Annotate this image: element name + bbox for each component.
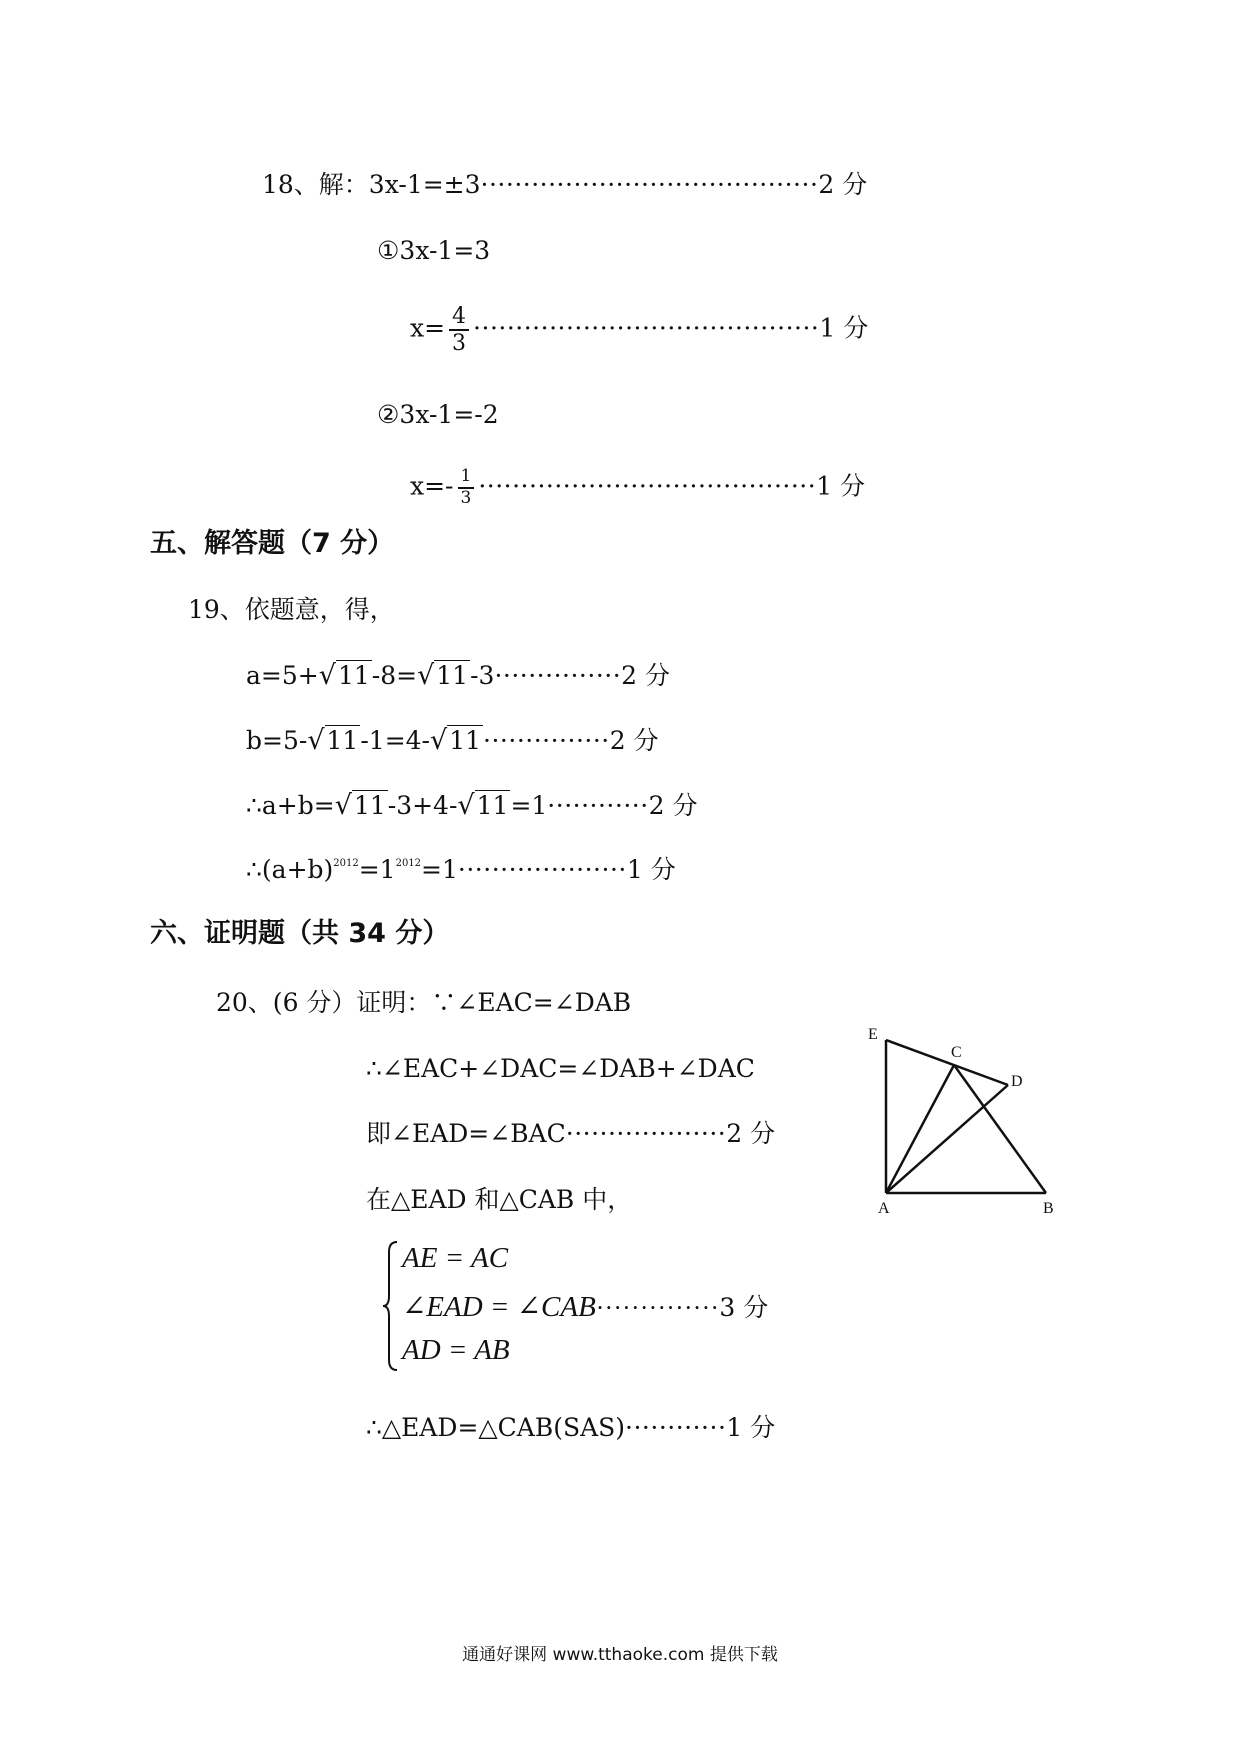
fraction bbox=[449, 305, 469, 355]
leader-dots: ···················· bbox=[457, 855, 627, 884]
score: 1 分 bbox=[816, 471, 866, 501]
sqrt: √11 bbox=[417, 660, 469, 691]
segment-cb bbox=[954, 1065, 1046, 1193]
q20-line-4: 在△EAD 和△CAB 中， bbox=[366, 1185, 633, 1214]
condition-angles: ∠EAD = ∠CAB bbox=[402, 1291, 596, 1323]
condition-angle-row bbox=[402, 1288, 768, 1324]
segment-ad bbox=[886, 1085, 1008, 1193]
numerator: 4 bbox=[449, 305, 469, 331]
section-5-heading: 五、解答题（7 分） bbox=[150, 528, 395, 559]
denominator: 3 bbox=[452, 331, 467, 357]
text: =1 bbox=[358, 855, 396, 884]
condition-ad-ab: AD = AB bbox=[402, 1334, 510, 1366]
score: 3 分 bbox=[719, 1293, 769, 1322]
equation-system bbox=[382, 1238, 822, 1374]
leader-dots: ········································ bbox=[480, 170, 819, 199]
text: -3+4- bbox=[387, 791, 458, 820]
text: ∴(a+b) bbox=[246, 855, 334, 884]
q20-line-1: 20、(6 分）证明：∵∠EAC=∠DAB bbox=[216, 988, 632, 1017]
label-b: B bbox=[1043, 1200, 1054, 1217]
score: 1 分 bbox=[819, 313, 869, 343]
q18-line-1 bbox=[262, 172, 867, 197]
segment-ac bbox=[886, 1065, 954, 1193]
q19-line-power bbox=[246, 857, 676, 882]
score: 1 分 bbox=[626, 855, 676, 884]
text: -8= bbox=[371, 661, 418, 690]
left-brace bbox=[382, 1238, 402, 1374]
x-equals: x= bbox=[410, 471, 446, 501]
leader-dots: ··················· bbox=[565, 1119, 727, 1148]
exponent: 2012 bbox=[333, 858, 359, 869]
sqrt: √11 bbox=[307, 725, 359, 756]
text: b=5- bbox=[246, 726, 308, 755]
sqrt: √11 bbox=[318, 660, 370, 691]
q18-equation: 18、解：3x-1=±3 bbox=[262, 170, 481, 199]
q19-line-a bbox=[246, 662, 670, 689]
fraction bbox=[458, 468, 475, 508]
leader-dots: ············ bbox=[625, 1413, 727, 1442]
q19-line-b bbox=[246, 727, 659, 754]
score: 2 分 bbox=[726, 1119, 776, 1148]
q20-conclusion bbox=[366, 1415, 775, 1440]
triangle-figure bbox=[860, 1015, 1060, 1230]
radicand: 11 bbox=[436, 661, 469, 690]
text: =1 bbox=[421, 855, 458, 884]
condition-ae-ac: AE = AC bbox=[402, 1242, 509, 1274]
sqrt: √11 bbox=[457, 790, 509, 821]
sqrt: √11 bbox=[430, 725, 482, 756]
q18-solution-2 bbox=[410, 468, 865, 508]
radicand: 11 bbox=[449, 726, 482, 755]
q19-intro: 19、依题意，得， bbox=[188, 595, 395, 624]
sqrt: √11 bbox=[334, 790, 386, 821]
text: a=5+ bbox=[246, 661, 319, 690]
q18-case-1: ①3x-1=3 bbox=[377, 236, 491, 265]
leader-dots: ············ bbox=[547, 791, 649, 820]
exponent: 2012 bbox=[395, 858, 422, 869]
score: 2 分 bbox=[609, 726, 659, 755]
text: ∴a+b= bbox=[246, 791, 335, 820]
score: 2 分 bbox=[818, 170, 868, 199]
score: 2 分 bbox=[621, 661, 671, 690]
text: -3 bbox=[470, 661, 495, 690]
q18-case-2: ②3x-1=-2 bbox=[377, 400, 499, 429]
label-e: E bbox=[868, 1026, 878, 1043]
q20-line-2: ∴∠EAC+∠DAC=∠DAB+∠DAC bbox=[366, 1054, 755, 1083]
q20-line-3 bbox=[366, 1121, 775, 1146]
label-d: D bbox=[1011, 1073, 1023, 1090]
numerator: 1 bbox=[458, 468, 475, 489]
leader-dots: ········································ bbox=[478, 471, 817, 501]
leader-dots: ·············· bbox=[595, 1295, 720, 1322]
leader-dots: ··············· bbox=[494, 661, 622, 690]
leader-dots: ········································· bbox=[473, 313, 820, 343]
radicand: 11 bbox=[337, 661, 370, 690]
text: ∴△EAD=△CAB(SAS) bbox=[366, 1413, 626, 1442]
denominator: 3 bbox=[460, 487, 472, 508]
section-6-heading: 六、证明题（共 34 分） bbox=[150, 918, 450, 949]
radicand: 11 bbox=[353, 791, 386, 820]
score: 2 分 bbox=[648, 791, 698, 820]
leader-dots: ··············· bbox=[483, 726, 610, 755]
x-equals: x= bbox=[410, 313, 446, 343]
score: 1 分 bbox=[726, 1413, 776, 1442]
text: 即∠EAD=∠BAC bbox=[366, 1119, 566, 1148]
label-a: A bbox=[878, 1200, 890, 1217]
text: -1=4- bbox=[360, 726, 430, 755]
radicand: 11 bbox=[476, 791, 509, 820]
q19-line-sum bbox=[246, 792, 698, 819]
minus-sign: - bbox=[445, 471, 454, 501]
text: =1 bbox=[510, 791, 548, 820]
radicand: 11 bbox=[326, 726, 359, 755]
page-footer: 通通好课网 www.tthaoke.com 提供下载 bbox=[462, 1645, 778, 1665]
label-c: C bbox=[951, 1044, 962, 1061]
q18-solution-1 bbox=[410, 305, 868, 355]
